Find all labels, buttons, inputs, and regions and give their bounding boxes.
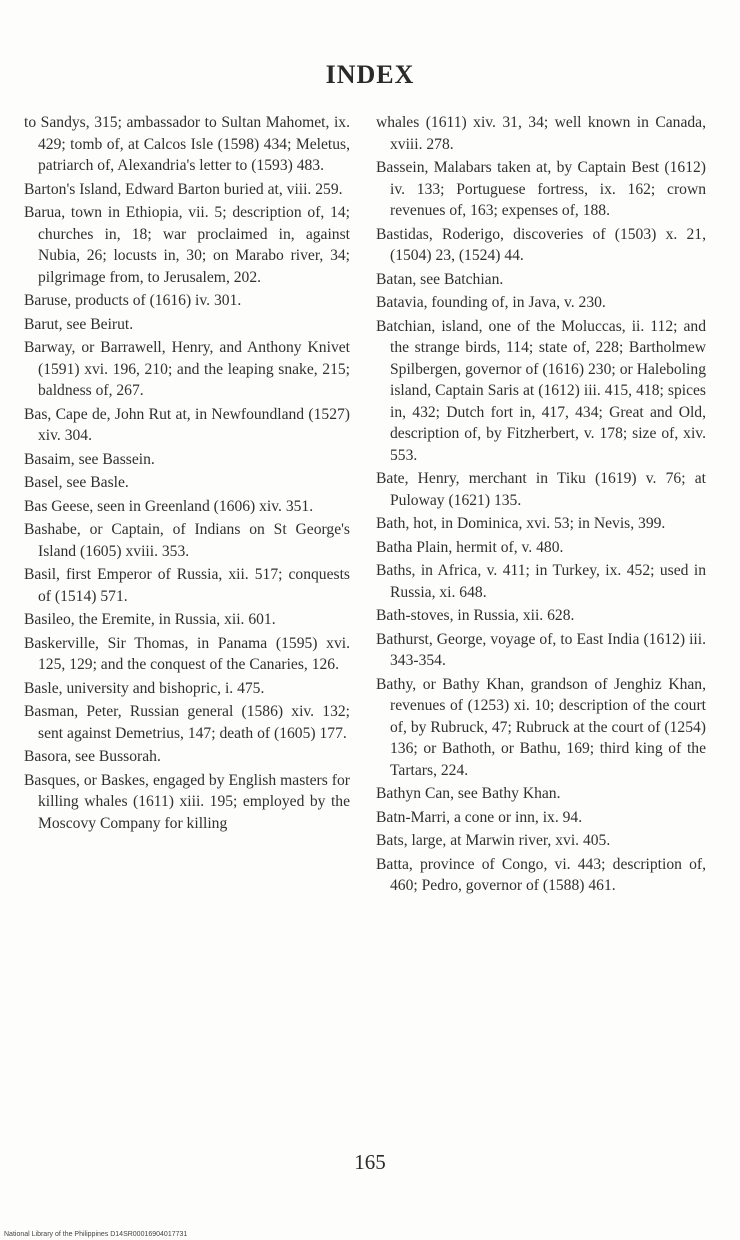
index-column-left [24,112,350,836]
index-entry: to Sandys, 315; ambassador to Sultan Mahomet, ix. 429; tomb of, at Calcos Isle (1598) 434; Meletus, patriarch of, Alexandria's letter to (1593) 483. [24,114,350,174]
index-entry: Basman, Peter, Russian general (1586) xiv. 132; sent against Demetrius, 147; death of (1605) 177. [24,703,350,742]
index-entry: Bate, Henry, merchant in Tiku (1619) v. 76; at Puloway (1621) 135. [376,470,706,509]
index-column-right [376,112,706,899]
index-entry: Baths, in Africa, v. 411; in Turkey, ix. 452; used in Russia, xi. 648. [376,562,706,601]
index-entry: Basileo, the Eremite, in Russia, xii. 601. [24,611,276,628]
index-entry: Bastidas, Roderigo, discoveries of (1503) x. 21, (1504) 23, (1524) 44. [376,225,706,264]
index-entry: Basora, see Bussorah. [24,748,161,765]
index-entry: whales (1611) xiv. 31, 34; well known in Canada, xviii. 278. [376,114,706,153]
index-entry: Basques, or Baskes, engaged by English masters for killing whales (1611) xiii. 195; employed by the Moscovy Company for killing [24,771,350,832]
index-entry: Batavia, founding of, in Java, v. 230. [376,294,606,311]
index-entry: Bas Geese, seen in Greenland (1606) xiv. 351. [24,497,314,515]
scan-footer: National Library of the Philippines D14SR00016904017731 [4,1231,188,1238]
index-entry: Bathyn Can, see Bathy Khan. [376,785,561,802]
index-entry: Barton's Island, Edward Barton buried at, viii. 259. [24,180,343,198]
index-entry: Bathurst, George, voyage of, to East India (1612) iii. 343-354. [376,630,706,669]
index-entry: Batn-Marri, a cone or inn, ix. 94. [376,808,583,826]
index-entry: Batha Plain, hermit of, v. 480. [376,538,564,556]
index-entry: Barway, or Barrawell, Henry, and Anthony Knivet (1591) xvi. 196, 210; and the leaping snake, 215; baldness of, 267. [24,339,350,399]
index-entry: Barut, see Beirut. [24,315,134,333]
index-entry: Bath, hot, in Dominica, xvi. 53; in Nevis, 399. [376,515,666,532]
index-entry: Bas, Cape de, John Rut at, in Newfoundland (1527) xiv. 304. [24,405,350,444]
index-entry: Batchian, island, one of the Moluccas, ii. 112; and the strange birds, 114; state of, 228; Bartholmew Spilbergen, governor of (1616) 230; or Haleboling island, Captain Saris at (1612) iii. 415, 418; spices in, 432; Dutch fort in, 417, 434; Great and Old, description of, by Fitzherbert, v. 178; size of, xiv. 553. [376,317,706,464]
index-entry: Basil, first Emperor of Russia, xii. 517; conquests of (1514) 571. [24,566,350,605]
page-title: INDEX [325,60,415,89]
index-entry: Bathy, or Bathy Khan, grandson of Jenghiz Khan, revenues of (1253) xi. 10; description of the court of, by Rubruck, 47; Rubruck at the court of (1254) 136; or Bathoth, or Bathu, 169; third king of the Tartars, 224. [376,675,706,779]
index-entry: Bats, large, at Marwin river, xvi. 405. [376,832,611,849]
index-entry: Barua, town in Ethiopia, vii. 5; description of, 14; churches in, 18; war proclaimed in, against Nubia, 26; locusts in, 30; on Marabo river, 34; pilgrimage from, to Jerusalem, 202. [24,204,350,286]
index-entry: Basle, university and bishopric, i. 475. [24,679,265,697]
index-entry: Baruse, products of (1616) iv. 301. [24,292,242,309]
index-entry: Bassein, Malabars taken at, by Captain Best (1612) iv. 133; Portuguese fortress, ix. 162; crown revenues of, 163; expenses of, 188. [376,159,706,219]
index-entry: Batan, see Batchian. [376,270,504,288]
index-entry: Batta, province of Congo, vi. 443; description of, 460; Pedro, governor of (1588) 461. [376,855,706,894]
index-entry: Baskerville, Sir Thomas, in Panama (1595) xvi. 125, 129; and the conquest of the Canaries, 126. [24,634,350,673]
index-entry: Basaim, see Bassein. [24,450,155,468]
index-entry: Basel, see Basle. [24,474,129,491]
index-entry: Bath-stoves, in Russia, xii. 628. [376,607,575,624]
index-entry: Bashabe, or Captain, of Indians on St George's Island (1605) xviii. 353. [24,521,350,560]
page-number: 165 [354,1150,386,1174]
